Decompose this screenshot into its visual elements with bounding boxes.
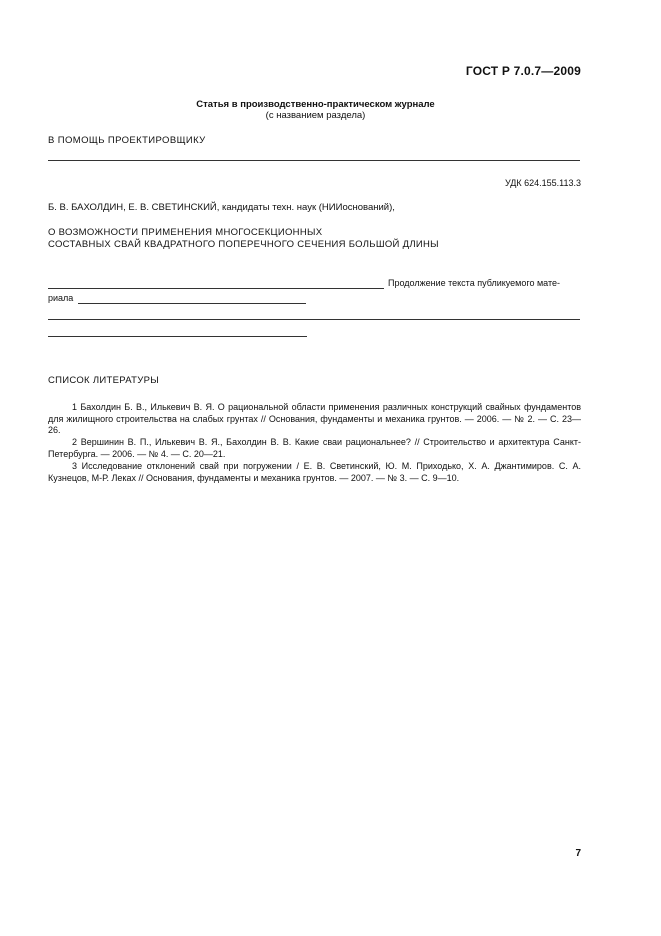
reference-item: 2 Вершинин В. П., Илькевич В. Я., Бахолдин В. В. Какие сваи рациональнее? // Строительство и архитектура Санкт-Петербурга. — 2006. — № 4. — С. 20—21.	[48, 437, 581, 459]
text-placeholder-line	[48, 319, 580, 320]
reference-item: 3 Исследование отклонений свай при погружении / Е. В. Светинский, Ю. М. Приходько, Х. А. Джантимиров. С. А. Кузнецов, М-Р. Лекаx // Основания, фундаменты и механика грунтов. — 2007. — № 3. — С. 9—10.	[48, 461, 581, 483]
page-number: 7	[575, 848, 581, 859]
text-placeholder-line	[48, 336, 307, 337]
separator-line	[48, 160, 580, 161]
standard-header: ГОСТ Р 7.0.7—2009	[465, 64, 581, 78]
continuation-text: Продолжение текста публикуемого мате-	[388, 278, 560, 288]
example-caption-title: Статья в производственно-практическом журнале	[196, 99, 435, 110]
references-heading: СПИСОК ЛИТЕРАТУРЫ	[48, 375, 159, 386]
article-title-line-1: О ВОЗМОЖНОСТИ ПРИМЕНЕНИЯ МНОГОСЕКЦИОННЫХ	[48, 227, 323, 238]
article-authors: Б. В. БАХОЛДИН, Е. В. СВЕТИНСКИЙ, кандидаты техн. наук (НИИоснований),	[48, 202, 395, 213]
text-placeholder-line	[48, 288, 384, 289]
article-title-line-2: СОСТАВНЫХ СВАЙ КВАДРАТНОГО ПОПЕРЕЧНОГО СЕЧЕНИЯ БОЛЬШОЙ ДЛИНЫ	[48, 239, 439, 250]
journal-section-name: В ПОМОЩЬ ПРОЕКТИРОВЩИКУ	[48, 135, 206, 146]
reference-item: 1 Бахолдин Б. В., Илькевич В. Я. О рациональной области применения различных конструкций свайных фундаментов для жилищного строительства на слабых грунтах // Основания, фундаменты и механика грунтов. — 2006. — № 2. — С. 23—26.	[48, 402, 581, 435]
text-placeholder-line	[78, 303, 306, 304]
example-caption-subtitle: (с названием раздела)	[265, 110, 366, 121]
continuation-text-end: риала	[48, 293, 74, 303]
udk-code: УДК 624.155.113.3	[504, 178, 581, 188]
